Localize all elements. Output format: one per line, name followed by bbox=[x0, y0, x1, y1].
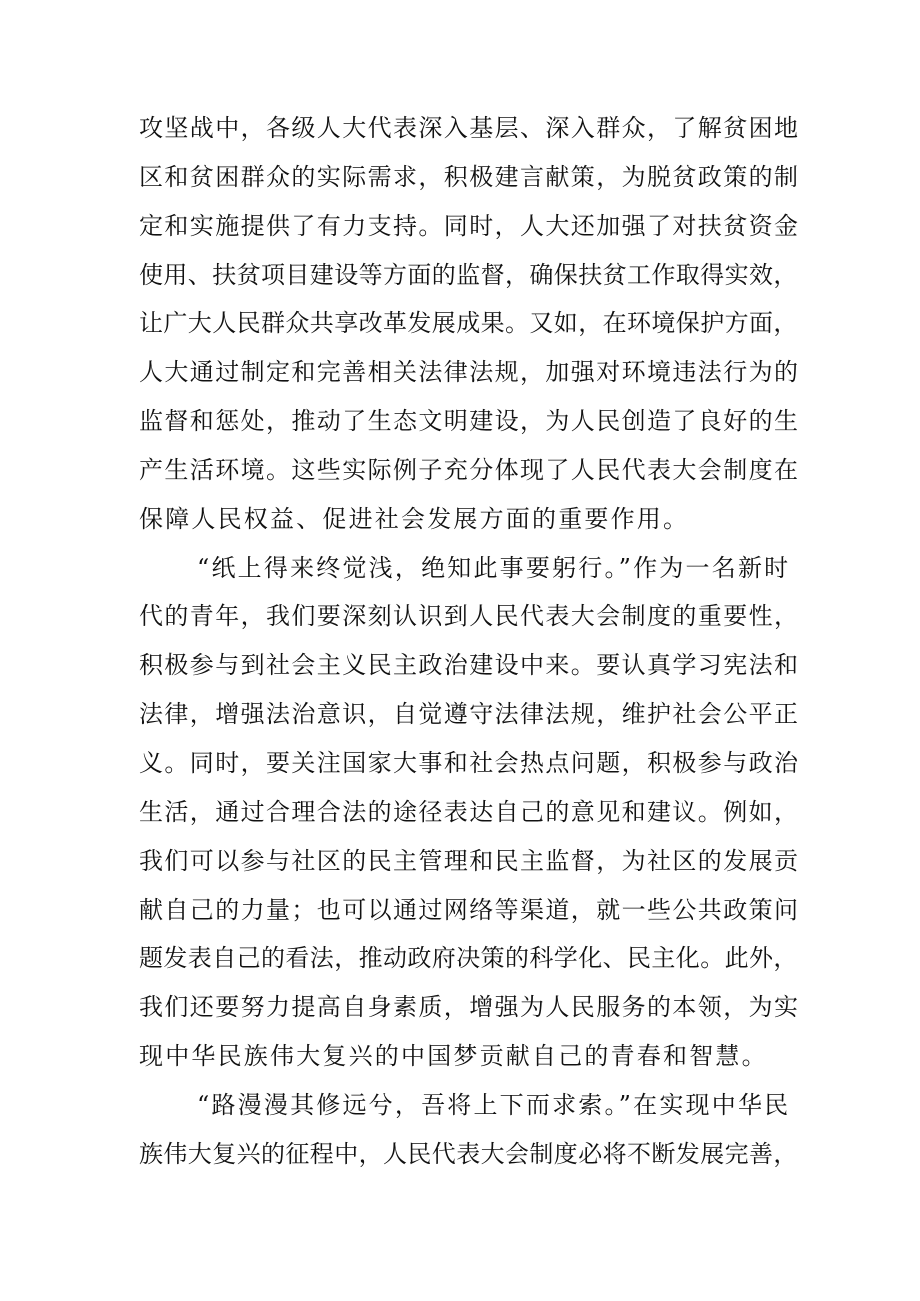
paragraph-3 bbox=[139, 1081, 799, 1179]
text-line: 产生活环境。这些实际例子充分体现了人民代表大会制度在 bbox=[139, 455, 800, 484]
text-line: 定和实施提供了有力支持。同时，人大还加强了对扶贫资金 bbox=[139, 211, 800, 240]
text-line: 我们还要努力提高自身素质，增强为人民服务的本领，为实 bbox=[139, 993, 800, 1022]
text-line: 让广大人民群众共享改革发展成果。又如，在环境保护方面， bbox=[139, 309, 798, 338]
text-line: 区和贫困群众的实际需求，积极建言献策，为脱贫政策的制 bbox=[139, 162, 800, 191]
text-line: 献自己的力量；也可以通过网络等渠道，就一些公共政策问 bbox=[139, 895, 800, 924]
text-line: 我们可以参与社区的民主管理和民主监督，为社区的发展贡 bbox=[139, 846, 800, 875]
text-line: 监督和惩处，推动了生态文明建设，为人民创造了良好的生 bbox=[139, 407, 800, 436]
document-body bbox=[139, 104, 799, 1179]
text-line: 使用、扶贫项目建设等方面的监督，确保扶贫工作取得实效， bbox=[139, 260, 798, 289]
text-line: 族伟大复兴的征程中，人民代表大会制度必将不断发展完善， bbox=[139, 1139, 798, 1168]
text-line: 保障人民权益、促进社会发展方面的重要作用。 bbox=[139, 504, 690, 533]
text-line: 现中华民族伟大复兴的中国梦贡献自己的青春和智慧。 bbox=[139, 1042, 768, 1071]
text-line: 攻坚战中，各级人大代表深入基层、深入群众，了解贫困地 bbox=[139, 114, 800, 142]
text-line: 题发表自己的看法，推动政府决策的科学化、民主化。此外， bbox=[139, 944, 798, 973]
text-line: 代的青年，我们要深刻认识到人民代表大会制度的重要性， bbox=[139, 602, 800, 631]
paragraph-1 bbox=[139, 104, 799, 544]
text-line: “纸上得来终觉浅，绝知此事要躬行。”作为一名新时 bbox=[197, 553, 791, 582]
text-line: 义。同时，要关注国家大事和社会热点问题，积极参与政治 bbox=[139, 748, 800, 777]
text-line: “路漫漫其修远兮，吾将上下而求索。”在实现中华民 bbox=[197, 1090, 791, 1119]
text-line: 法律，增强法治意识，自觉遵守法律法规，维护社会公平正 bbox=[139, 700, 800, 729]
paragraph-2 bbox=[139, 544, 799, 1081]
text-line: 积极参与到社会主义民主政治建设中来。要认真学习宪法和 bbox=[139, 651, 800, 680]
text-line: 生活，通过合理合法的途径表达自己的意见和建议。例如， bbox=[139, 797, 800, 826]
text-line: 人大通过制定和完善相关法律法规，加强对环境违法行为的 bbox=[139, 358, 800, 387]
